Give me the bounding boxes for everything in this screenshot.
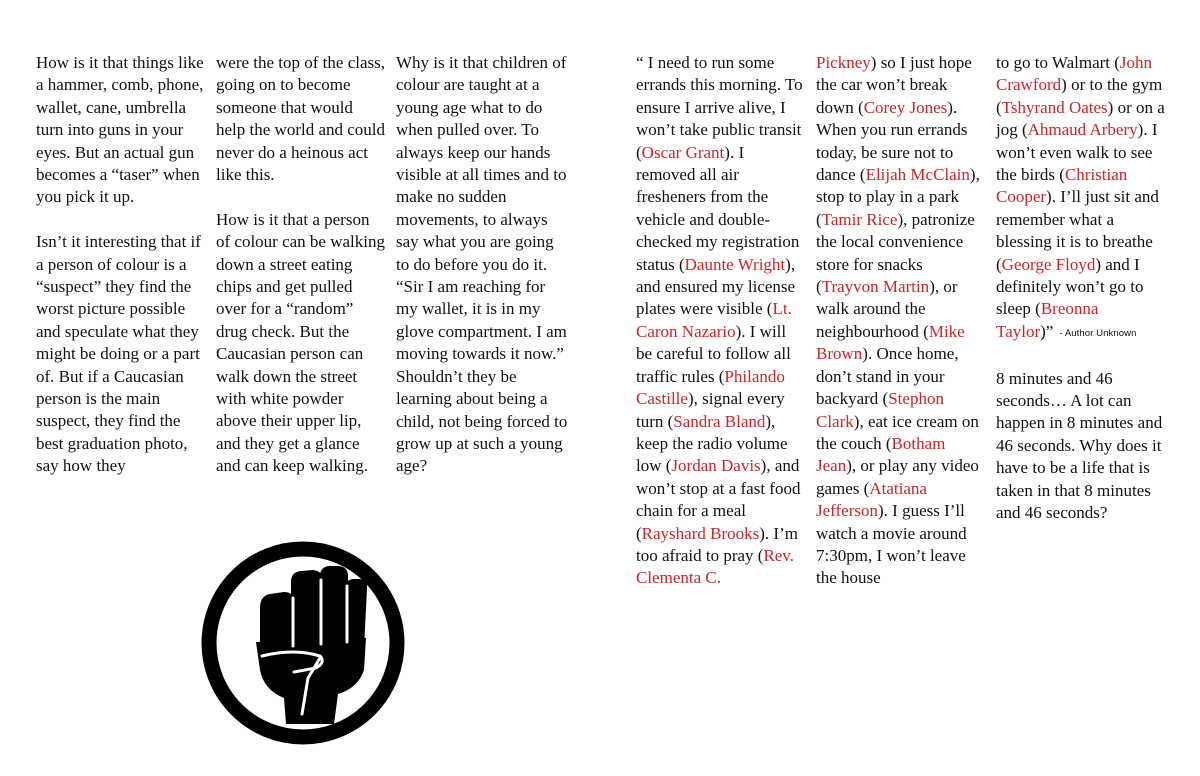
victim-name: Pickney <box>816 53 871 72</box>
text-run: ). I removed all air fresheners from the vehicle and double-checked my registration status ( <box>636 142 800 274</box>
text-run: ). I won’t even walk to see the birds ( <box>996 120 1158 185</box>
author-credit: - Author Unknown <box>1059 327 1137 339</box>
text-run: ). I’m too afraid to pray ( <box>636 523 798 565</box>
victim-name: Daunte Wright <box>684 254 786 274</box>
text-run: ), signal every turn ( <box>636 389 785 431</box>
victim-name: Ahmaud Arbery <box>1027 120 1138 140</box>
victim-name: Rayshard Brooks <box>641 523 760 543</box>
text-run: ). Once home, don’t stand in your backyard ( <box>816 344 959 409</box>
text-run: ). I guess I’ll watch a movie around 7:30pm, I won’t leave the house <box>816 501 967 588</box>
victim-name: George Floyd <box>1001 254 1096 274</box>
column-1 <box>36 52 208 478</box>
closing-paragraph: 8 minutes and 46 seconds… A lot can happen in 8 minutes and 46 seconds. Why does it have to be a life that is taken in that 8 minutes and 46 seconds? <box>996 368 1163 523</box>
text-run: ). I will be careful to follow all traffic rules ( <box>636 321 791 386</box>
paragraph: were the top of the class, going on to become someone that would help the world and could never do a heinous act like this. <box>216 53 386 185</box>
column-3 <box>396 52 568 478</box>
victim-name: Atatiana Jefferson <box>816 478 927 521</box>
raised-fist-icon <box>198 538 408 748</box>
victim-name: Oscar Grant <box>641 142 725 162</box>
paragraph: How is it that things like a hammer, comb, phone, wallet, cane, umbrella turn into guns in your eyes. But an actual gun becomes a “taser” when you pick it up. <box>36 53 204 207</box>
victim-name: Lt. Caron Nazario <box>636 299 792 341</box>
victim-name: Christian Cooper <box>996 165 1128 207</box>
victim-name: Sandra Bland <box>673 411 766 431</box>
text-run: )” <box>1040 321 1054 341</box>
victim-name: Tshyrand Oates <box>1001 97 1108 117</box>
column-6 <box>996 52 1168 525</box>
victim-name: Mike Brown <box>816 321 965 364</box>
victim-name: Philando Castille <box>636 366 785 409</box>
poem-paragraph <box>816 52 988 590</box>
text-run: ), and ensured my license plates were visible ( <box>636 254 796 319</box>
victim-name: Tamir Rice <box>821 209 898 229</box>
text-run: ), or play any video games ( <box>816 456 979 498</box>
victim-name: Corey Jones <box>863 97 948 117</box>
text-run: ), eat ice cream on the couch ( <box>816 411 979 453</box>
text-run: ) or to the gym ( <box>996 75 1163 117</box>
text-run: ) so I just hope the car won’t break down ( <box>816 53 972 117</box>
victim-name: Rev. Clementa C. <box>636 545 794 588</box>
text-run: ) and I definitely won’t go to sleep ( <box>996 254 1144 319</box>
text-run: “ I need to run some errands this morning. To ensure I arrive alive, I won’t take public transit ( <box>636 53 803 162</box>
victim-name: Breonna Taylor <box>996 299 1099 341</box>
paragraph: Isn’t it interesting that if a person of colour is a “suspect” they find the worst picture possible and speculate what they might be doing or a part of. But if a Caucasian person is the main suspect, they find the best graduation photo, say how they <box>36 232 201 476</box>
text-run: ). I’ll just sit and remember what a blessing it is to breathe ( <box>996 187 1159 274</box>
text-run: ), patronize the local convenience store for snacks ( <box>816 209 975 297</box>
column-4 <box>636 52 806 590</box>
text-run: ) or on a jog ( <box>996 97 1165 140</box>
victim-name: Stephon Clark <box>816 389 944 431</box>
column-2 <box>216 52 386 478</box>
paragraph: Why is it that children of colour are taught at a young age what to do when pulled over. To always keep our hands visible at all times and to make no sudden movements, to always say what you are going to do before you do it. “Sir I am reaching for my wallet, it is in my glove compartment. I am moving towards it now.” Shouldn’t they be learning about being a child, not being forced to grow up at such a young age? <box>396 53 568 476</box>
text-run: ), and won’t stop at a fast food chain for a meal ( <box>636 456 801 543</box>
victim-name: Jordan Davis <box>671 456 761 476</box>
victim-name: Elijah McClain <box>865 165 970 185</box>
text-run: to go to Walmart ( <box>996 53 1120 72</box>
text-run: ). When you run errands today, be sure not to dance ( <box>816 97 968 185</box>
text-run: ), or walk around the neighbourhood ( <box>816 277 958 341</box>
column-5 <box>816 52 988 590</box>
victim-name: Botham Jean <box>816 433 946 476</box>
text-run: ), stop to play in a park ( <box>816 165 980 229</box>
text-run: ), keep the radio volume low ( <box>636 411 788 476</box>
poem-paragraph <box>996 52 1168 345</box>
paragraph: How is it that a person of colour can be walking down a street eating chips and get pulled over for a “random” drug check. But the Caucasian person can walk down the street with white powder above their upper lip, and they get a glance and can keep walking. <box>216 209 385 476</box>
victim-name: John Crawford <box>996 53 1153 95</box>
poem-paragraph <box>636 52 806 590</box>
victim-name: Trayvon Martin <box>821 277 930 297</box>
